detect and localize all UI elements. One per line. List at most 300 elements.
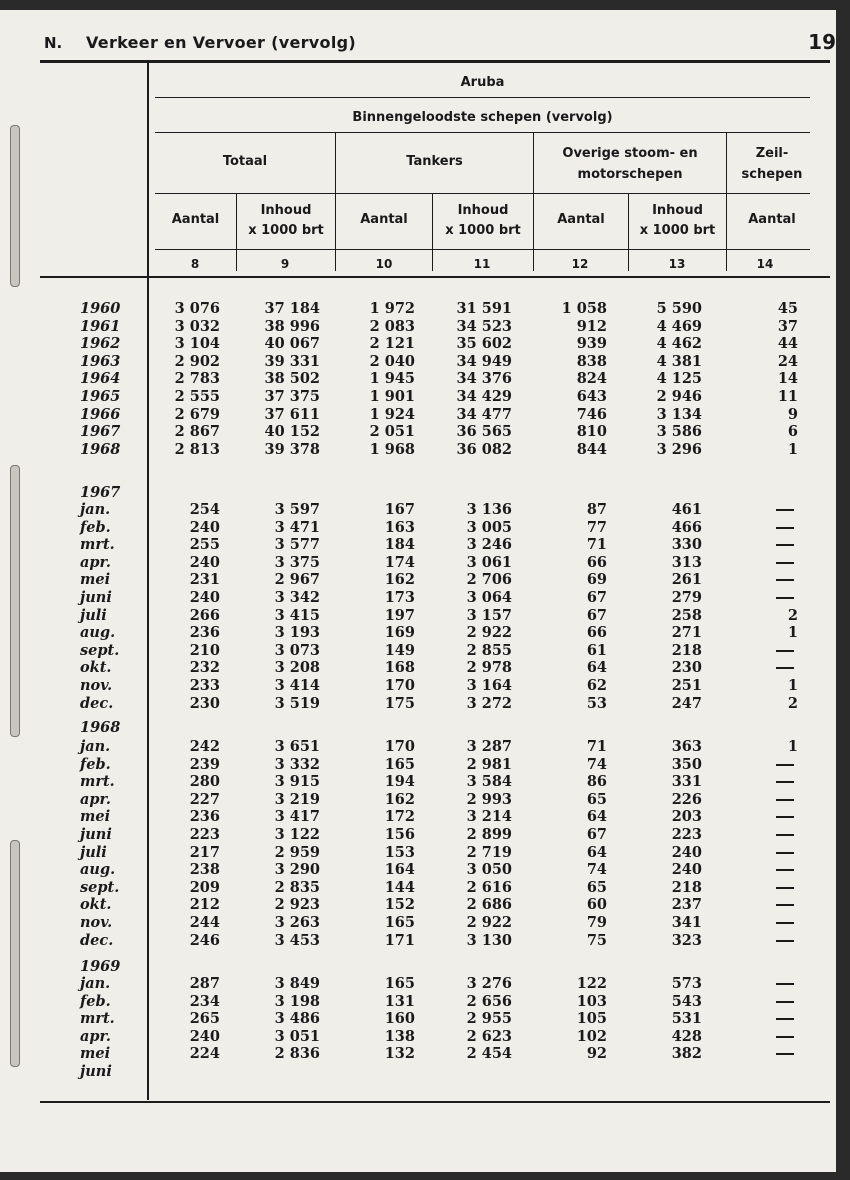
cell-col-11: 3 246 [466, 536, 512, 554]
cell-col-11: 2 855 [466, 641, 512, 659]
table-row [0, 406, 850, 423]
row-label: sept. [80, 878, 120, 896]
cell-col-9: 3 332 [274, 755, 320, 773]
cell-col-8: 210 [189, 641, 220, 659]
cell-col-11: 2 616 [466, 878, 512, 896]
table-row [0, 879, 850, 896]
cell-col-11: 2 686 [466, 896, 512, 914]
cell-col-9: 3 597 [274, 501, 320, 518]
cell-col-10: 175 [384, 694, 415, 712]
cell-col-13: 218 [671, 641, 702, 659]
cell-col-11: 3 287 [466, 738, 512, 755]
table-row [0, 335, 850, 352]
table-row [0, 318, 850, 335]
cell-col-14: 24 [777, 352, 798, 370]
cell-col-11: 3 272 [466, 694, 512, 712]
cell-col-14: 14 [777, 370, 798, 388]
cell-col-14 [776, 869, 794, 871]
cell-col-10: 162 [384, 790, 415, 808]
cell-col-8: 230 [189, 694, 220, 712]
cell-col-9: 3 417 [274, 808, 320, 826]
cell-col-11: 34 429 [456, 388, 512, 405]
cell-col-12: 1 058 [561, 300, 607, 317]
cell-col-11: 2 656 [466, 992, 512, 1010]
cell-col-11: 3 061 [466, 553, 512, 571]
cell-col-11: 3 164 [466, 677, 512, 694]
cell-col-14 [776, 562, 794, 564]
colnum-8: 8 [190, 257, 200, 271]
cell-col-12: 71 [586, 738, 607, 755]
cell-col-8: 2 902 [174, 352, 220, 370]
table-row [0, 695, 850, 712]
cell-col-8: 3 076 [174, 300, 220, 317]
cell-col-12: 66 [586, 624, 607, 642]
cell-col-9: 3 073 [274, 641, 320, 659]
page-title: Verkeer en Vervoer (vervolg) [86, 33, 356, 52]
cell-col-13: 237 [671, 896, 702, 914]
cell-col-11: 34 477 [456, 405, 512, 423]
cell-col-10: 173 [384, 589, 415, 606]
cell-col-10: 149 [384, 641, 415, 659]
cell-col-12: 75 [586, 931, 607, 949]
table-row [0, 993, 850, 1010]
cell-col-13: 4 462 [656, 335, 702, 353]
table-row [0, 1028, 850, 1045]
cell-col-12: 64 [586, 659, 607, 677]
table-row [0, 896, 850, 913]
cell-col-11: 36 565 [456, 423, 512, 441]
cell-col-8: 233 [189, 677, 220, 694]
cell-col-14 [776, 1018, 794, 1020]
cell-col-10: 2 121 [369, 335, 415, 353]
cell-col-9: 40 152 [264, 423, 320, 441]
cell-col-8: 231 [189, 571, 220, 589]
cell-col-14: 37 [777, 317, 798, 335]
colnum-13: 13 [668, 257, 686, 271]
cell-col-10: 2 040 [369, 352, 415, 370]
cell-col-10: 164 [384, 861, 415, 879]
cell-col-14 [776, 834, 794, 836]
cell-col-9: 3 342 [274, 589, 320, 606]
cell-col-8: 240 [189, 589, 220, 606]
rule-under-groups [155, 193, 810, 194]
page-header [36, 26, 836, 56]
cell-col-13: 2 946 [656, 388, 702, 405]
table-row [0, 388, 850, 405]
group-zeil-line2: schepen [741, 167, 803, 182]
rule-under-subtitle [155, 132, 810, 133]
cell-col-8: 3 032 [174, 317, 220, 335]
row-label: mrt. [80, 1010, 115, 1028]
table-row [0, 791, 850, 808]
cell-col-8: 209 [189, 878, 220, 896]
cell-col-9: 3 290 [274, 861, 320, 879]
cell-col-9: 3 486 [274, 1010, 320, 1028]
cell-col-10: 2 051 [369, 423, 415, 441]
cell-col-9: 39 331 [264, 352, 320, 370]
row-label: 1963 [80, 352, 121, 370]
cell-col-10: 131 [384, 992, 415, 1010]
cell-col-10: 1 968 [369, 440, 415, 458]
row-label: 1964 [80, 370, 121, 388]
table-row [0, 844, 850, 861]
table-row [0, 826, 850, 843]
cell-col-8: 242 [189, 738, 220, 755]
table-bottom-rule [40, 1101, 830, 1103]
cell-col-10: 170 [384, 677, 415, 694]
colnum-12: 12 [571, 257, 589, 271]
cell-col-10: 1 924 [369, 405, 415, 423]
cell-col-14 [776, 940, 794, 942]
cell-col-14: 1 [787, 677, 798, 694]
row-label: feb. [80, 755, 111, 773]
cell-col-13: 4 125 [656, 370, 702, 388]
cell-col-11: 3 214 [466, 808, 512, 826]
cell-col-13: 247 [671, 694, 702, 712]
row-label: juni [80, 589, 112, 606]
cell-col-8: 232 [189, 659, 220, 677]
cell-col-12: 912 [576, 317, 607, 335]
cell-col-8: 2 783 [174, 370, 220, 388]
cell-col-14 [776, 983, 794, 985]
cell-col-8: 3 104 [174, 335, 220, 353]
cell-col-12: 838 [576, 352, 607, 370]
table-row [0, 914, 850, 931]
cell-col-8: 255 [189, 536, 220, 554]
cell-col-11: 3 130 [466, 931, 512, 949]
cell-col-9: 3 453 [274, 931, 320, 949]
cell-col-9: 3 415 [274, 606, 320, 624]
cell-col-9: 3 414 [274, 677, 320, 694]
cell-col-12: 66 [586, 553, 607, 571]
sub-inhoud-9-line2: x 1000 brt [248, 223, 324, 238]
cell-col-10: 144 [384, 878, 415, 896]
table-row [0, 571, 850, 588]
cell-col-10: 153 [384, 843, 415, 861]
cell-col-9: 37 184 [264, 300, 320, 317]
cell-col-10: 1 901 [369, 388, 415, 405]
table-row [0, 738, 850, 755]
cell-col-9: 3 849 [274, 975, 320, 992]
cell-col-10: 2 083 [369, 317, 415, 335]
table-row [0, 353, 850, 370]
cell-col-13: 240 [671, 861, 702, 879]
cell-col-11: 3 064 [466, 589, 512, 606]
table-row [0, 659, 850, 676]
cell-col-10: 165 [384, 975, 415, 992]
cell-col-14 [776, 922, 794, 924]
cell-col-8: 2 679 [174, 405, 220, 423]
cell-col-8: 240 [189, 553, 220, 571]
cell-col-8: 265 [189, 1010, 220, 1028]
cell-col-13: 543 [671, 992, 702, 1010]
cell-col-9: 37 611 [264, 405, 320, 423]
cell-col-13: 330 [671, 536, 702, 554]
cell-col-11: 35 602 [456, 335, 512, 353]
sub-inhoud-13-line1: Inhoud [652, 203, 703, 218]
cell-col-13: 203 [671, 808, 702, 826]
cell-col-11: 36 082 [456, 440, 512, 458]
cell-col-9: 3 219 [274, 790, 320, 808]
cell-col-13: 4 381 [656, 352, 702, 370]
row-label: jan. [80, 975, 111, 992]
sub-inhoud-11-line1: Inhoud [457, 203, 509, 218]
table-row [0, 756, 850, 773]
table-row [0, 589, 850, 606]
cell-col-8: 240 [189, 1027, 220, 1045]
colnum-14: 14 [756, 257, 774, 271]
row-label: okt. [80, 659, 112, 677]
cell-col-12: 74 [586, 861, 607, 879]
cell-col-8: 212 [189, 896, 220, 914]
row-label: sept. [80, 641, 120, 659]
cell-col-11: 2 922 [466, 914, 512, 931]
cell-col-11: 2 978 [466, 659, 512, 677]
row-label: juni [80, 1063, 112, 1080]
group-tankers: Tankers [406, 154, 463, 169]
cell-col-13: 240 [671, 843, 702, 861]
cell-col-14: 2 [787, 694, 798, 712]
cell-col-10: 184 [384, 536, 415, 554]
cell-col-14: 44 [777, 335, 798, 353]
cell-col-12: 746 [576, 405, 607, 423]
cell-col-11: 2 955 [466, 1010, 512, 1028]
cell-col-12: 53 [586, 694, 607, 712]
cell-col-12: 105 [576, 1010, 607, 1028]
table-row [0, 441, 850, 458]
cell-col-13: 251 [671, 677, 702, 694]
row-label: 1962 [80, 335, 121, 353]
group-zeil-line1: Zeil- [755, 146, 789, 161]
rule-under-subheaders [155, 249, 810, 250]
table-row [0, 501, 850, 518]
cell-col-13: 350 [671, 755, 702, 773]
cell-col-8: 239 [189, 755, 220, 773]
cell-col-9: 2 836 [274, 1045, 320, 1063]
row-label: 1968 [80, 440, 121, 458]
cell-col-11: 2 922 [466, 624, 512, 642]
cell-col-9: 2 959 [274, 843, 320, 861]
cell-col-12: 65 [586, 878, 607, 896]
row-label: mei [80, 1045, 111, 1063]
table-row [0, 554, 850, 571]
group-label-1967: 1967 [80, 484, 121, 501]
row-label: apr. [80, 1027, 111, 1045]
sub-aantal-8: Aantal [171, 212, 220, 227]
cell-col-14 [776, 887, 794, 889]
cell-col-12: 71 [586, 536, 607, 554]
cell-col-9: 3 208 [274, 659, 320, 677]
cell-col-8: 2 813 [174, 440, 220, 458]
row-label: mei [80, 808, 111, 826]
table-row [0, 423, 850, 440]
cell-col-9: 2 923 [274, 896, 320, 914]
cell-col-14 [776, 1001, 794, 1003]
cell-col-10: 1 972 [369, 300, 415, 317]
group-overige-line2: motorschepen [577, 167, 683, 182]
top-rule [40, 60, 830, 63]
table-row [0, 607, 850, 624]
row-label: aug. [80, 861, 116, 879]
cell-col-9: 37 375 [264, 388, 320, 405]
cell-col-11: 34 376 [456, 370, 512, 388]
table-row [0, 1063, 850, 1080]
cell-col-11: 3 005 [466, 518, 512, 536]
cell-col-13: 3 296 [656, 440, 702, 458]
row-label: apr. [80, 553, 111, 571]
cell-col-9: 2 967 [274, 571, 320, 589]
cell-col-11: 2 623 [466, 1027, 512, 1045]
cell-col-13: 428 [671, 1027, 702, 1045]
cell-col-8: 223 [189, 826, 220, 843]
cell-col-14 [776, 509, 794, 511]
group-overige-line1: Overige stoom- en [562, 146, 698, 161]
sub-inhoud-9-line1: Inhoud [260, 203, 312, 218]
cell-col-12: 65 [586, 790, 607, 808]
cell-col-13: 313 [671, 553, 702, 571]
cell-col-12: 74 [586, 755, 607, 773]
region-heading: Aruba [460, 75, 505, 90]
cell-col-13: 341 [671, 914, 702, 931]
cell-col-14 [776, 799, 794, 801]
cell-col-10: 174 [384, 553, 415, 571]
cell-col-13: 271 [671, 624, 702, 642]
rule-under-region [155, 97, 810, 98]
header-bottom-rule [40, 276, 830, 278]
cell-col-10: 160 [384, 1010, 415, 1028]
cell-col-9: 3 051 [274, 1027, 320, 1045]
row-label: 1967 [80, 423, 121, 441]
cell-col-14 [776, 1036, 794, 1038]
cell-col-10: 132 [384, 1045, 415, 1063]
cell-col-8: 287 [189, 975, 220, 992]
row-label: mrt. [80, 536, 115, 554]
cell-col-8: 266 [189, 606, 220, 624]
cell-col-12: 86 [586, 773, 607, 791]
cell-col-12: 939 [576, 335, 607, 353]
cell-col-13: 331 [671, 773, 702, 791]
cell-col-11: 3 276 [466, 975, 512, 992]
cell-col-9: 3 375 [274, 553, 320, 571]
cell-col-10: 165 [384, 914, 415, 931]
row-label: feb. [80, 518, 111, 536]
row-label: aug. [80, 624, 116, 642]
colnum-11: 11 [473, 257, 491, 271]
cell-col-13: 223 [671, 826, 702, 843]
row-label: mrt. [80, 773, 115, 791]
cell-col-11: 34 949 [456, 352, 512, 370]
cell-col-12: 824 [576, 370, 607, 388]
cell-col-10: 138 [384, 1027, 415, 1045]
row-label: 1961 [80, 317, 121, 335]
cell-col-11: 2 706 [466, 571, 512, 589]
cell-col-9: 3 651 [274, 738, 320, 755]
cell-col-13: 323 [671, 931, 702, 949]
cell-col-13: 3 134 [656, 405, 702, 423]
cell-col-9: 3 198 [274, 992, 320, 1010]
cell-col-11: 3 584 [466, 773, 512, 791]
cell-col-10: 168 [384, 659, 415, 677]
cell-col-13: 279 [671, 589, 702, 606]
cell-col-9: 38 502 [264, 370, 320, 388]
cell-col-14 [776, 650, 794, 652]
cell-col-9: 3 471 [274, 518, 320, 536]
cell-col-11: 3 050 [466, 861, 512, 879]
sub-aantal-10: Aantal [360, 212, 408, 227]
cell-col-14: 1 [787, 624, 798, 642]
cell-col-13: 218 [671, 878, 702, 896]
cell-col-12: 122 [576, 975, 607, 992]
cell-col-10: 167 [384, 501, 415, 518]
cell-col-11: 2 899 [466, 826, 512, 843]
cell-col-13: 363 [671, 738, 702, 755]
row-label: apr. [80, 790, 111, 808]
table-row [0, 1010, 850, 1027]
cell-col-9: 38 996 [264, 317, 320, 335]
row-label: juni [80, 826, 112, 843]
cell-col-12: 67 [586, 589, 607, 606]
cell-col-12: 69 [586, 571, 607, 589]
cell-col-9: 3 915 [274, 773, 320, 791]
cell-col-8: 244 [189, 914, 220, 931]
cell-col-14 [776, 764, 794, 766]
cell-col-14: 45 [777, 300, 798, 317]
row-label: 1960 [80, 300, 121, 317]
table-row [0, 1045, 850, 1062]
cell-col-11: 2 993 [466, 790, 512, 808]
cell-col-13: 261 [671, 571, 702, 589]
table-row [0, 677, 850, 694]
subtitle-heading: Binnengeloodste schepen (vervolg) [352, 110, 613, 125]
cell-col-14: 9 [787, 405, 798, 423]
row-label: dec. [80, 694, 114, 712]
cell-col-10: 171 [384, 931, 415, 949]
cell-col-13: 466 [671, 518, 702, 536]
cell-col-8: 238 [189, 861, 220, 879]
row-label: feb. [80, 992, 111, 1010]
cell-col-10: 197 [384, 606, 415, 624]
cell-col-10: 163 [384, 518, 415, 536]
cell-col-10: 152 [384, 896, 415, 914]
cell-col-8: 227 [189, 790, 220, 808]
cell-col-12: 87 [586, 501, 607, 518]
table-row [0, 642, 850, 659]
cell-col-12: 77 [586, 518, 607, 536]
cell-col-9: 39 378 [264, 440, 320, 458]
cell-col-12: 810 [576, 423, 607, 441]
colnum-10: 10 [375, 257, 393, 271]
row-label: nov. [80, 914, 113, 931]
cell-col-14 [776, 527, 794, 529]
cell-col-8: 217 [189, 843, 220, 861]
table-row [0, 932, 850, 949]
cell-col-10: 1 945 [369, 370, 415, 388]
cell-col-14 [776, 904, 794, 906]
cell-col-14 [776, 597, 794, 599]
table-row [0, 536, 850, 553]
table-row [0, 861, 850, 878]
table-row [0, 975, 850, 992]
cell-col-10: 156 [384, 826, 415, 843]
cell-col-8: 280 [189, 773, 220, 791]
row-label: jan. [80, 501, 111, 518]
page-number: 19 [808, 30, 836, 54]
row-label: 1965 [80, 388, 121, 405]
cell-col-13: 226 [671, 790, 702, 808]
table-row [0, 519, 850, 536]
cell-col-8: 246 [189, 931, 220, 949]
cell-col-13: 4 469 [656, 317, 702, 335]
